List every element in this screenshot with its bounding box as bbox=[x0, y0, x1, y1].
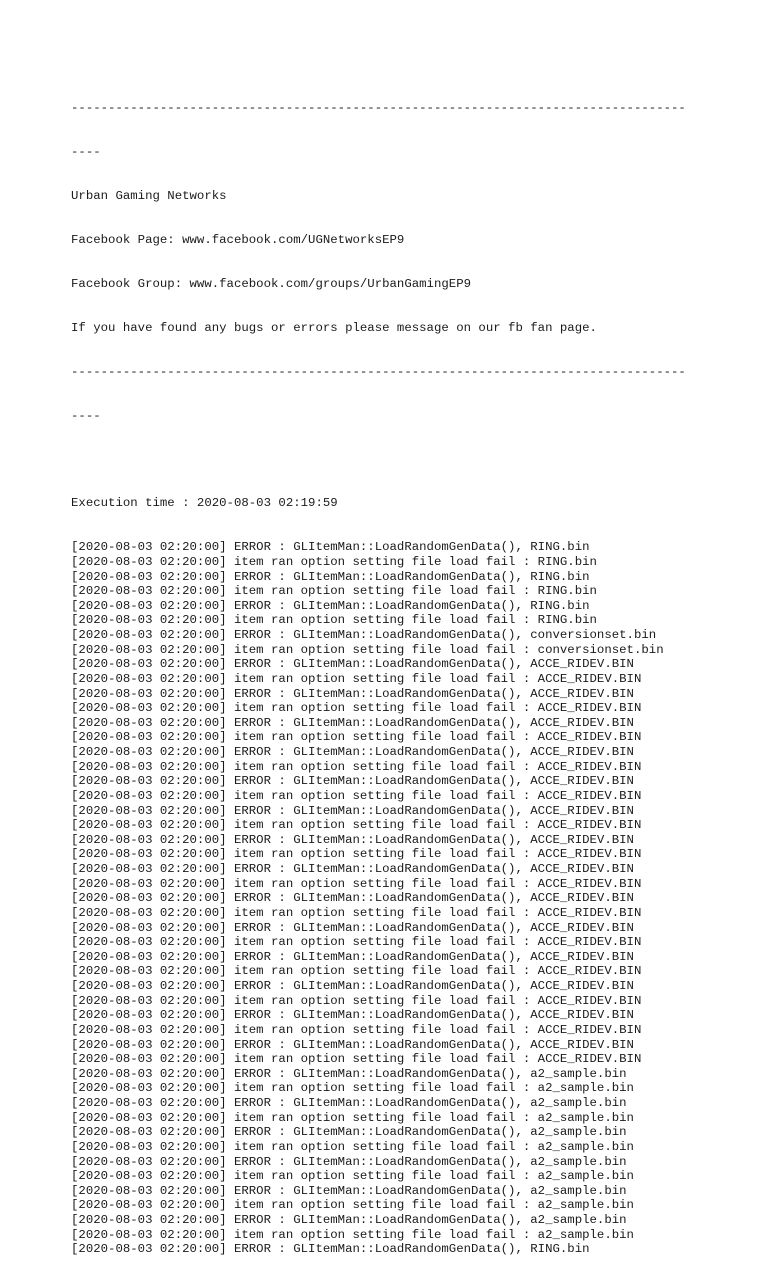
log-entries bbox=[71, 540, 711, 1257]
log-line: [2020-08-03 02:20:00] ERROR : GLItemMan::LoadRandomGenData(), ACCE_RIDEV.BIN bbox=[71, 979, 634, 994]
log-line: [2020-08-03 02:20:00] item ran option setting file load fail : a2_sample.bin bbox=[71, 1227, 634, 1242]
log-line: [2020-08-03 02:20:00] ERROR : GLItemMan::LoadRandomGenData(), a2_sample.bin bbox=[71, 1066, 627, 1081]
log-line: [2020-08-03 02:20:00] item ran option setting file load fail : ACCE_RIDEV.BIN bbox=[71, 993, 642, 1008]
log-line: [2020-08-03 02:20:00] ERROR : GLItemMan::LoadRandomGenData(), a2_sample.bin bbox=[71, 1154, 627, 1169]
log-line: [2020-08-03 02:20:00] item ran option setting file load fail : a2_sample.bin bbox=[71, 1198, 634, 1213]
log-line: [2020-08-03 02:20:00] ERROR : GLItemMan::LoadRandomGenData(), a2_sample.bin bbox=[71, 1183, 627, 1198]
log-line: [2020-08-03 02:20:00] ERROR : GLItemMan::LoadRandomGenData(), ACCE_RIDEV.BIN bbox=[71, 803, 634, 818]
separator-rule-top: ----------------------------------------------------------------------------------- bbox=[71, 101, 686, 116]
document-title: Urban Gaming Networks bbox=[71, 189, 227, 204]
log-line: [2020-08-03 02:20:00] item ran option setting file load fail : conversionset.bin bbox=[71, 642, 664, 657]
log-line: [2020-08-03 02:20:00] item ran option setting file load fail : ACCE_RIDEV.BIN bbox=[71, 964, 642, 979]
separator-rule-bottom: ----------------------------------------------------------------------------------- bbox=[71, 364, 686, 379]
log-line: [2020-08-03 02:20:00] item ran option setting file load fail : a2_sample.bin bbox=[71, 1081, 634, 1096]
facebook-page-line: Facebook Page: www.facebook.com/UGNetworksEP9 bbox=[71, 233, 405, 247]
log-line: [2020-08-03 02:20:00] item ran option setting file load fail : RING.bin bbox=[71, 584, 597, 599]
log-line: [2020-08-03 02:20:00] ERROR : GLItemMan::LoadRandomGenData(), conversionset.bin bbox=[71, 628, 657, 643]
log-line: [2020-08-03 02:20:00] ERROR : GLItemMan::LoadRandomGenData(), ACCE_RIDEV.BIN bbox=[71, 715, 634, 730]
log-line: [2020-08-03 02:20:00] item ran option setting file load fail : ACCE_RIDEV.BIN bbox=[71, 759, 642, 774]
blank-line bbox=[71, 453, 711, 468]
log-line: [2020-08-03 02:20:00] ERROR : GLItemMan::LoadRandomGenData(), RING.bin bbox=[71, 569, 590, 584]
separator-rule-top-wrap: ---- bbox=[71, 145, 101, 160]
facebook-group-line: Facebook Group: www.facebook.com/groups/UrbanGamingEP9 bbox=[71, 276, 472, 291]
log-line: [2020-08-03 02:20:00] item ran option setting file load fail : RING.bin bbox=[71, 554, 597, 569]
log-line: [2020-08-03 02:20:00] ERROR : GLItemMan::LoadRandomGenData(), a2_sample.bin bbox=[71, 1096, 627, 1111]
log-line: [2020-08-03 02:20:00] item ran option setting file load fail : ACCE_RIDEV.BIN bbox=[71, 905, 642, 920]
log-line: [2020-08-03 02:20:00] item ran option setting file load fail : ACCE_RIDEV.BIN bbox=[71, 876, 642, 891]
log-line: [2020-08-03 02:20:00] item ran option setting file load fail : ACCE_RIDEV.BIN bbox=[71, 847, 642, 862]
execution-time: Execution time : 2020-08-03 02:19:59 bbox=[71, 496, 338, 511]
log-line: [2020-08-03 02:20:00] ERROR : GLItemMan::LoadRandomGenData(), ACCE_RIDEV.BIN bbox=[71, 920, 634, 935]
log-line: [2020-08-03 02:20:00] item ran option setting file load fail : ACCE_RIDEV.BIN bbox=[71, 1022, 642, 1037]
log-line: [2020-08-03 02:20:00] item ran option setting file load fail : ACCE_RIDEV.BIN bbox=[71, 671, 642, 686]
log-line: [2020-08-03 02:20:00] ERROR : GLItemMan::LoadRandomGenData(), ACCE_RIDEV.BIN bbox=[71, 1008, 634, 1023]
log-line: [2020-08-03 02:20:00] ERROR : GLItemMan::LoadRandomGenData(), ACCE_RIDEV.BIN bbox=[71, 686, 634, 701]
log-line: [2020-08-03 02:20:00] item ran option setting file load fail : RING.bin bbox=[71, 613, 597, 628]
log-line: [2020-08-03 02:20:00] item ran option setting file load fail : ACCE_RIDEV.BIN bbox=[71, 935, 642, 950]
log-line: [2020-08-03 02:20:00] ERROR : GLItemMan::LoadRandomGenData(), ACCE_RIDEV.BIN bbox=[71, 657, 634, 672]
log-document bbox=[71, 72, 711, 1272]
log-line: [2020-08-03 02:20:00] item ran option setting file load fail : ACCE_RIDEV.BIN bbox=[71, 730, 642, 745]
log-line: [2020-08-03 02:20:00] item ran option setting file load fail : ACCE_RIDEV.BIN bbox=[71, 788, 642, 803]
bug-report-notice: If you have found any bugs or errors please message on our fb fan page. bbox=[71, 320, 597, 335]
log-line: [2020-08-03 02:20:00] ERROR : GLItemMan::LoadRandomGenData(), ACCE_RIDEV.BIN bbox=[71, 774, 634, 789]
log-line: [2020-08-03 02:20:00] ERROR : GLItemMan::LoadRandomGenData(), ACCE_RIDEV.BIN bbox=[71, 891, 634, 906]
log-line: [2020-08-03 02:20:00] ERROR : GLItemMan::LoadRandomGenData(), RING.bin bbox=[71, 598, 590, 613]
log-line: [2020-08-03 02:20:00] item ran option setting file load fail : ACCE_RIDEV.BIN bbox=[71, 818, 642, 833]
log-line: [2020-08-03 02:20:00] ERROR : GLItemMan::LoadRandomGenData(), RING.bin bbox=[71, 540, 590, 555]
log-line: [2020-08-03 02:20:00] ERROR : GLItemMan::LoadRandomGenData(), a2_sample.bin bbox=[71, 1213, 627, 1228]
log-line: [2020-08-03 02:20:00] ERROR : GLItemMan::LoadRandomGenData(), ACCE_RIDEV.BIN bbox=[71, 1037, 634, 1052]
log-line: [2020-08-03 02:20:00] item ran option setting file load fail : a2_sample.bin bbox=[71, 1139, 634, 1154]
log-line: [2020-08-03 02:20:00] item ran option setting file load fail : ACCE_RIDEV.BIN bbox=[71, 1052, 642, 1067]
log-line: [2020-08-03 02:20:00] ERROR : GLItemMan::LoadRandomGenData(), a2_sample.bin bbox=[71, 1125, 627, 1140]
log-line: [2020-08-03 02:20:00] item ran option setting file load fail : ACCE_RIDEV.BIN bbox=[71, 701, 642, 716]
log-line: [2020-08-03 02:20:00] item ran option setting file load fail : a2_sample.bin bbox=[71, 1169, 634, 1184]
log-line: [2020-08-03 02:20:00] ERROR : GLItemMan::LoadRandomGenData(), ACCE_RIDEV.BIN bbox=[71, 949, 634, 964]
log-line: [2020-08-03 02:20:00] ERROR : GLItemMan::LoadRandomGenData(), RING.bin bbox=[71, 1242, 590, 1257]
log-line: [2020-08-03 02:20:00] ERROR : GLItemMan::LoadRandomGenData(), ACCE_RIDEV.BIN bbox=[71, 745, 634, 760]
log-line: [2020-08-03 02:20:00] ERROR : GLItemMan::LoadRandomGenData(), ACCE_RIDEV.BIN bbox=[71, 832, 634, 847]
log-line: [2020-08-03 02:20:00] item ran option setting file load fail : a2_sample.bin bbox=[71, 1110, 634, 1125]
log-line: [2020-08-03 02:20:00] ERROR : GLItemMan::LoadRandomGenData(), ACCE_RIDEV.BIN bbox=[71, 862, 634, 877]
separator-rule-bottom-wrap: ---- bbox=[71, 408, 101, 423]
